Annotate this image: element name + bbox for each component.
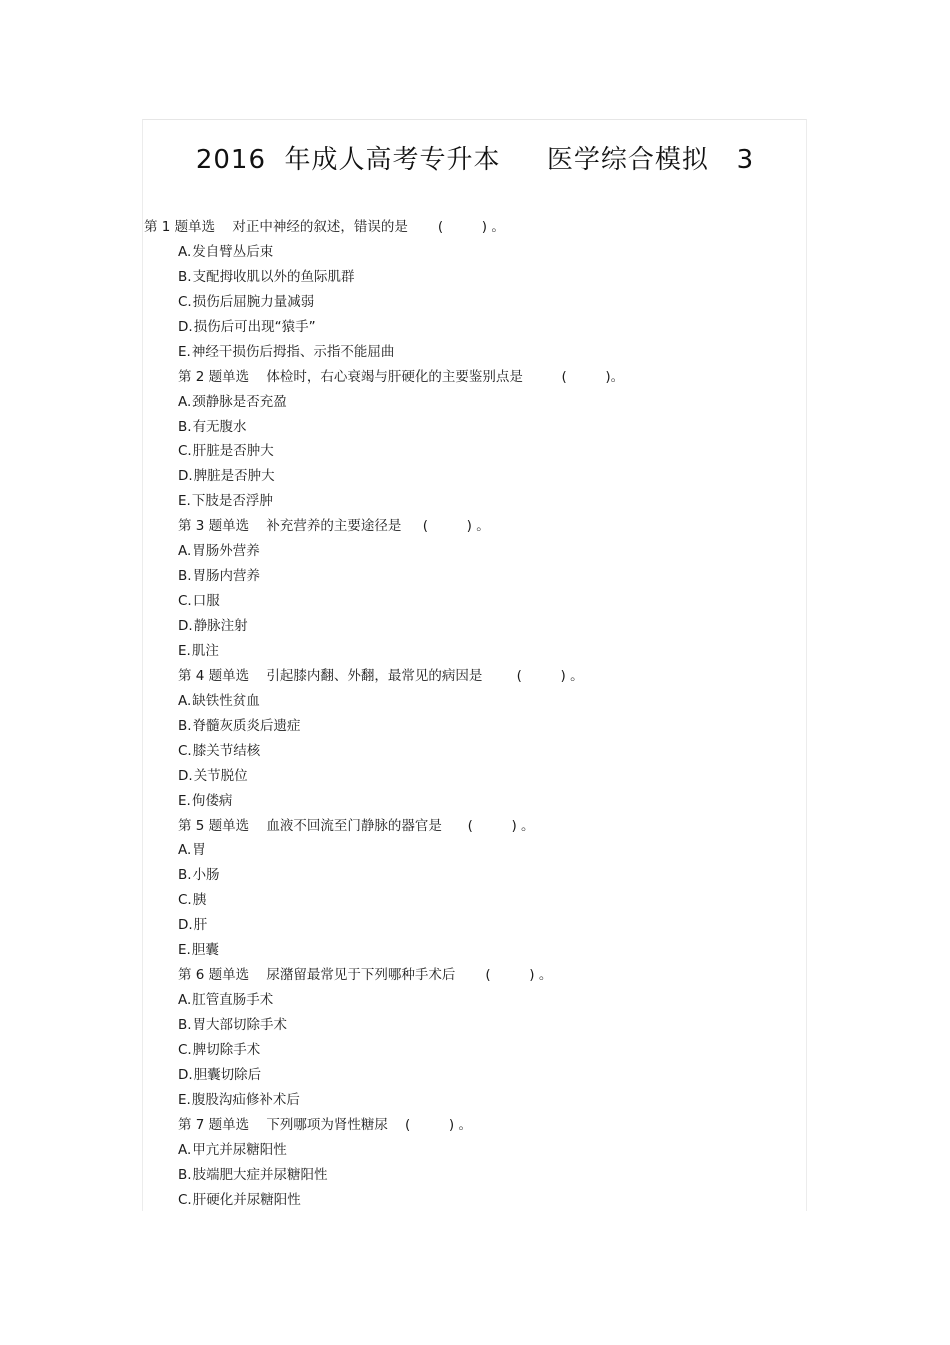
option-letter: B. (178, 717, 192, 734)
option-text: 肢端肥大症并尿糖阳性 (192, 1166, 328, 1183)
option-text: 有无腹水 (192, 418, 247, 435)
question-stem: 第 6 题单选 尿潴留最常见于下列哪种手术后 ( ) 。 (178, 967, 553, 984)
question-stem: 第 2 题单选 体检时，右心衰竭与肝硬化的主要鉴别点是 ( )。 (178, 368, 625, 385)
option-text: 支配拇收肌以外的鱼际肌群 (192, 268, 355, 285)
option-b (144, 714, 784, 739)
option-b (144, 415, 784, 440)
option-c (144, 439, 784, 464)
option-text: 佝偻病 (191, 792, 233, 809)
option-text: 胆囊 (191, 942, 219, 959)
question-stem: 第 1 题单选 对正中神经的叙述，错误的是 ( ) 。 (144, 219, 505, 235)
option-text: 腹股沟疝修补术后 (191, 1091, 300, 1108)
option-c (144, 290, 784, 315)
option-text: 肝硬化并尿糖阳性 (192, 1191, 301, 1208)
option-e (144, 639, 784, 664)
option-letter: E. (178, 493, 191, 510)
option-letter: B. (178, 418, 192, 435)
option-d (144, 464, 784, 489)
question-stem: 第 4 题单选 引起膝内翻、外翻，最常见的病因是 ( ) 。 (178, 667, 584, 684)
option-letter: D. (178, 468, 193, 485)
option-a (144, 838, 784, 863)
option-c (144, 589, 784, 614)
option-letter: D. (178, 318, 193, 335)
option-text: 肝 (193, 917, 208, 934)
option-letter: C. (178, 892, 192, 909)
option-letter: A. (178, 992, 192, 1009)
option-a (144, 1138, 784, 1163)
option-letter: E. (178, 942, 191, 959)
option-d (144, 764, 784, 789)
option-b (144, 1163, 784, 1188)
option-letter: C. (178, 742, 192, 759)
option-text: 脾脏是否肿大 (193, 468, 275, 485)
option-text: 脾切除手术 (192, 1041, 261, 1058)
option-text: 肌注 (191, 642, 219, 659)
option-d (144, 315, 784, 340)
option-letter: D. (178, 767, 193, 784)
document-title: 2016 年成人高考专升本 医学综合模拟 3 (195, 145, 755, 175)
option-b (144, 1013, 784, 1038)
option-d (144, 614, 784, 639)
question-stem: 第 5 题单选 血液不回流至门静脉的器官是 ( ) 。 (178, 817, 535, 834)
option-letter: B. (178, 867, 192, 884)
option-letter: D. (178, 618, 193, 634)
option-d (144, 913, 784, 938)
option-text: 缺铁性贫血 (192, 692, 260, 709)
option-letter: B. (178, 568, 192, 585)
option-letter: B. (178, 268, 192, 285)
option-d (144, 1063, 784, 1088)
option-letter: C. (178, 593, 192, 610)
option-text: 小肠 (192, 867, 220, 884)
option-text: 脊髓灰质炎后遗症 (192, 717, 301, 734)
option-text: 肝脏是否肿大 (192, 443, 274, 460)
option-letter: A. (178, 1141, 192, 1158)
option-letter: A. (178, 692, 192, 709)
option-text: 下肢是否浮肿 (191, 493, 273, 510)
question-list (144, 215, 784, 1213)
option-letter: D. (178, 917, 193, 934)
option-b (144, 564, 784, 589)
option-c (144, 888, 784, 913)
option-text: 胆囊切除后 (193, 1066, 262, 1083)
option-text: 神经干损伤后拇指、示指不能屈曲 (191, 343, 395, 360)
option-text: 损伤后可出现“猿手” (193, 318, 316, 335)
option-a (144, 988, 784, 1013)
option-e (144, 1088, 784, 1113)
question-stem: 第 7 题单选 下列哪项为肾性糖尿 ( ) 。 (178, 1116, 472, 1133)
option-text: 胃肠外营养 (192, 543, 260, 560)
option-a (144, 240, 784, 265)
option-text: 静脉注射 (193, 618, 248, 634)
option-letter: A. (178, 842, 192, 859)
option-letter: D. (178, 1066, 193, 1083)
option-b (144, 265, 784, 290)
option-letter: C. (178, 1191, 192, 1208)
option-letter: E. (178, 642, 191, 659)
option-e (144, 938, 784, 963)
question-stem: 第 3 题单选 补充营养的主要途径是 ( ) 。 (178, 518, 490, 535)
option-letter: A. (178, 243, 192, 260)
option-letter: C. (178, 443, 192, 460)
option-e (144, 789, 784, 814)
option-text: 胃 (192, 842, 206, 859)
option-text: 肛管直肠手术 (192, 992, 274, 1009)
option-letter: B. (178, 1017, 192, 1033)
option-a (144, 390, 784, 415)
option-text: 颈静脉是否充盈 (192, 393, 287, 410)
option-a (144, 689, 784, 714)
option-letter: A. (178, 543, 192, 560)
option-text: 口服 (192, 593, 220, 610)
option-text: 损伤后屈腕力量减弱 (192, 293, 315, 310)
option-text: 膝关节结核 (192, 742, 261, 759)
option-c (144, 1188, 784, 1213)
option-text: 发自臂丛后束 (192, 243, 274, 260)
option-letter: E. (178, 1091, 191, 1108)
option-b (144, 863, 784, 888)
option-a (144, 539, 784, 564)
option-letter: C. (178, 293, 192, 310)
option-e (144, 489, 784, 514)
option-letter: A. (178, 393, 192, 410)
option-letter: B. (178, 1166, 192, 1183)
option-c (144, 739, 784, 764)
option-letter: E. (178, 343, 191, 360)
option-c (144, 1038, 784, 1063)
option-letter: E. (178, 792, 191, 809)
option-text: 胃大部切除手术 (192, 1017, 288, 1033)
option-text: 胰 (192, 892, 207, 909)
option-letter: C. (178, 1041, 192, 1058)
option-text: 关节脱位 (193, 767, 248, 784)
option-text: 甲亢并尿糖阳性 (192, 1141, 287, 1158)
option-text: 胃肠内营养 (192, 568, 261, 585)
option-e (144, 340, 784, 365)
